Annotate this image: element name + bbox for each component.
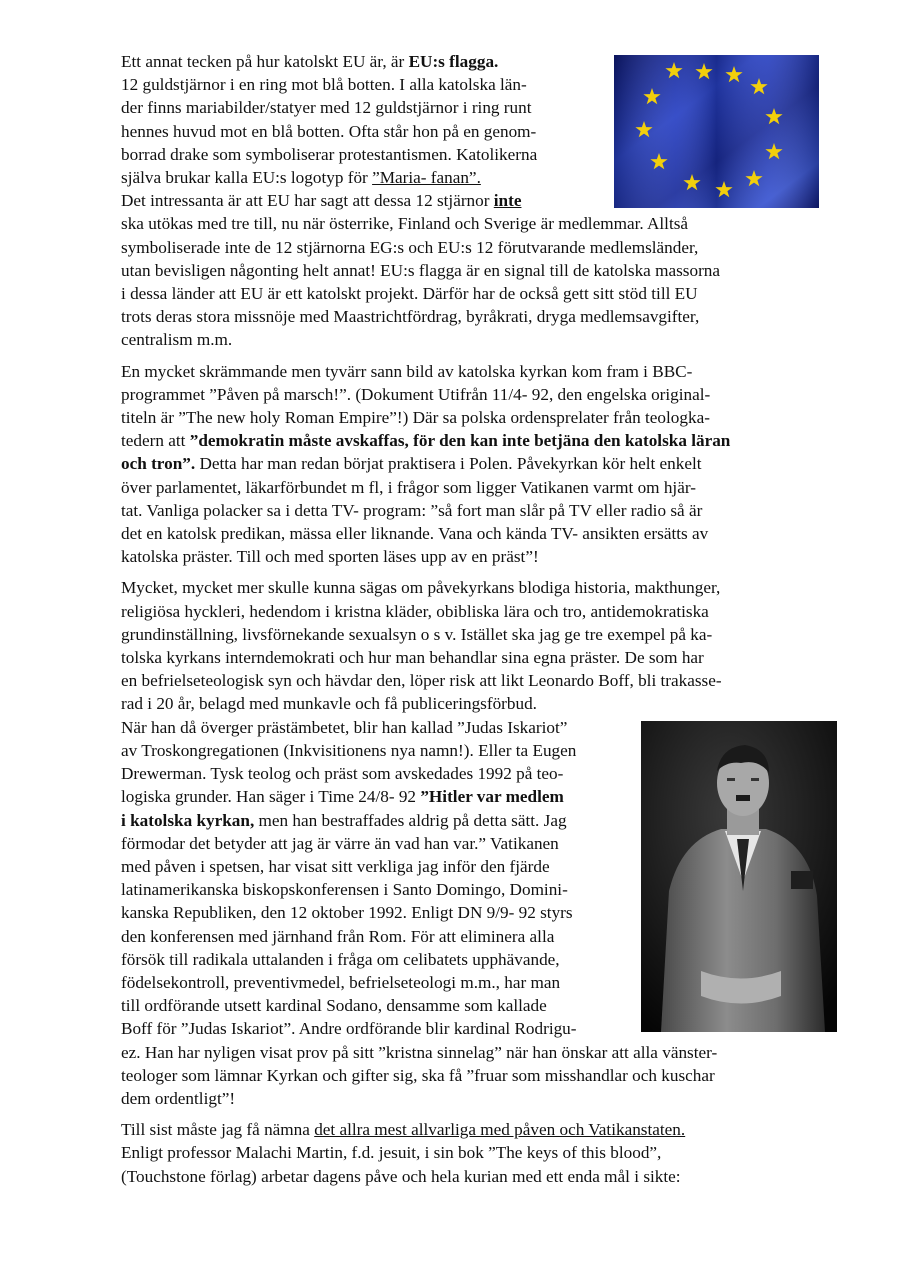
text-line bbox=[121, 73, 596, 96]
text-run: ez. Han har nyligen visat prov på sitt ”kristna sinnelag” när han önskar att alla vänster- bbox=[121, 1042, 718, 1062]
text-run: den konferensen med järnhand från Rom. För att eliminera alla bbox=[121, 926, 555, 946]
bold-text: ”demokratin måste avskaffas, för den kan inte betjäna den katolska läran bbox=[189, 431, 731, 451]
bold-text: i katolska kyrkan, bbox=[121, 810, 255, 830]
text-line bbox=[121, 855, 596, 878]
text-run: av Troskongregationen (Inkvisitionens nya namn!). Eller ta Eugen bbox=[121, 740, 577, 760]
text-run: grundinställning, livsförnekande sexualsyn o s v. Istället ska jag ge tre exempel på ka- bbox=[121, 624, 713, 644]
text-run: Drewerman. Tysk teolog och präst som avskedades 1992 på teo- bbox=[121, 764, 564, 784]
paragraph-bbc-program bbox=[121, 360, 811, 569]
paragraph-eu-flag bbox=[121, 50, 811, 352]
text-run: katolska präster. Till och med sporten läses upp av en präst”! bbox=[121, 547, 539, 567]
text-run: i dessa länder att EU är ett katolskt projekt. Därför har de också gett sitt stöd till EU bbox=[121, 284, 698, 304]
text-run: 12 guldstjärnor i en ring mot blå botten. I alla katolska län- bbox=[121, 75, 527, 95]
text-line bbox=[121, 809, 596, 832]
text-line bbox=[121, 476, 811, 499]
text-line bbox=[121, 716, 596, 739]
text-line bbox=[121, 143, 596, 166]
bold-text: ”Hitler var medlem bbox=[420, 787, 564, 807]
text-line bbox=[121, 212, 811, 235]
text-line bbox=[121, 406, 811, 429]
text-line bbox=[121, 50, 596, 73]
text-line bbox=[121, 692, 811, 715]
text-line bbox=[121, 328, 811, 351]
text-line bbox=[121, 360, 811, 383]
text-run: En mycket skrämmande men tyvärr sann bild av katolska kyrkan kom fram i BBC- bbox=[121, 361, 693, 381]
underlined-text: det allra mest allvarliga med påven och Vatikanstaten. bbox=[314, 1120, 686, 1140]
text-run: tat. Vanliga polacker sa i detta TV- program: ”så fort man slår på TV eller radio så är bbox=[121, 500, 703, 520]
text-line bbox=[121, 383, 811, 406]
text-line bbox=[121, 994, 596, 1017]
text-run: centralism m.m. bbox=[121, 330, 233, 350]
text-line bbox=[121, 971, 596, 994]
text-line bbox=[121, 925, 596, 948]
text-line bbox=[121, 545, 811, 568]
text-run: men han bestraffades aldrig på detta sätt. Jag bbox=[254, 810, 567, 830]
text-line bbox=[121, 901, 596, 924]
text-run: födelsekontroll, preventivmedel, befrielseteologi m.m., har man bbox=[121, 972, 561, 992]
text-line bbox=[121, 96, 596, 119]
text-run: När han då överger prästämbetet, blir han kallad ”Judas Iskariot” bbox=[121, 717, 568, 737]
text-run: Detta har man redan börjat praktisera i Polen. Påvekyrkan kör helt enkelt bbox=[195, 454, 702, 474]
text-line bbox=[121, 832, 596, 855]
text-run: borrad drake som symboliserar protestantismen. Katolikerna bbox=[121, 144, 538, 164]
text-run: religiösa hyckleri, hedendom i kristna kläder, obibliska lära och tro, antidemokratiska bbox=[121, 601, 709, 621]
document-body bbox=[121, 50, 811, 1196]
text-line bbox=[121, 1141, 811, 1164]
text-run: försök till radikala uttalanden i fråga om celibatets upphävande, bbox=[121, 949, 560, 969]
text-run: Ett annat tecken på hur katolskt EU är, är bbox=[121, 52, 409, 71]
text-line bbox=[121, 623, 811, 646]
text-line bbox=[121, 646, 811, 669]
text-run: utan bevisligen någonting helt annat! EU:s flagga är en signal till de katolska massorna bbox=[121, 260, 721, 280]
text-run: med påven i spetsen, har visat sitt verkliga jag inför den fjärde bbox=[121, 856, 550, 876]
text-run: logiska grunder. Han säger i Time 24/8- 92 bbox=[121, 787, 421, 807]
text-run: tolska kyrkans interndemokrati och hur man behandlar sina egna präster. De som har bbox=[121, 648, 704, 668]
bold-text: inte bbox=[493, 191, 522, 211]
text-run: kanska Republiken, den 12 oktober 1992. Enligt DN 9/9- 92 styrs bbox=[121, 903, 573, 923]
bold-text: EU:s flagga. bbox=[408, 52, 499, 71]
text-run: symboliserade inte de 12 stjärnorna EG:s och EU:s 12 förutvarande medlemsländer, bbox=[121, 237, 699, 257]
text-line bbox=[121, 1041, 811, 1064]
text-line bbox=[121, 305, 811, 328]
text-run: det en katolsk predikan, mässa eller liknande. Vana och kända TV- ansikten ersätts av bbox=[121, 524, 709, 544]
text-line bbox=[121, 785, 596, 808]
paragraph-conclusion bbox=[121, 1118, 811, 1188]
text-line bbox=[121, 166, 596, 189]
text-line bbox=[121, 452, 811, 475]
text-line bbox=[121, 878, 596, 901]
text-run: Boff för ”Judas Iskariot”. Andre ordförande blir kardinal Rodrigu- bbox=[121, 1019, 577, 1039]
text-line bbox=[121, 762, 596, 785]
text-run: der finns mariabilder/statyer med 12 guldstjärnor i ring runt bbox=[121, 98, 532, 118]
text-run: latinamerikanska biskopskonferensen i Santo Domingo, Domini- bbox=[121, 880, 568, 900]
text-run: Det intressanta är att EU har sagt att dessa 12 stjärnor bbox=[121, 191, 494, 211]
text-run: förmodar det betyder att jag är värre än vad han var.” Vatikanen bbox=[121, 833, 559, 853]
text-run: titeln är ”The new holy Roman Empire”!) Där sa polska ordensprelater från teologka- bbox=[121, 408, 710, 428]
text-line bbox=[121, 282, 811, 305]
text-line bbox=[121, 189, 596, 212]
text-line bbox=[121, 522, 811, 545]
text-run: dem ordentligt”! bbox=[121, 1088, 236, 1108]
text-line bbox=[121, 669, 811, 692]
text-line bbox=[121, 739, 596, 762]
text-line bbox=[121, 259, 811, 282]
text-line bbox=[121, 499, 811, 522]
text-line bbox=[121, 948, 596, 971]
text-run: tedern att bbox=[121, 431, 190, 451]
text-run: Till sist måste jag få nämna bbox=[121, 1120, 315, 1140]
text-run: programmet ”Påven på marsch!”. (Dokument Utifrån 11/4- 92, den engelska original- bbox=[121, 384, 711, 404]
text-line bbox=[121, 1017, 596, 1040]
underlined-text: ”Maria- fanan”. bbox=[372, 168, 481, 188]
text-run: teologer som lämnar Kyrkan och gifter sig, ska få ”fruar som misshandlar och kuschar bbox=[121, 1065, 715, 1085]
text-run: hennes huvud mot en blå botten. Ofta står hon på en genom- bbox=[121, 121, 537, 141]
text-run: Mycket, mycket mer skulle kunna sägas om påvekyrkans blodiga historia, makthunger, bbox=[121, 578, 721, 598]
text-line bbox=[121, 429, 811, 452]
text-run: trots deras stora missnöje med Maastrichtfördrag, byråkrati, dryga medlemsavgifter, bbox=[121, 307, 700, 327]
text-line bbox=[121, 1165, 811, 1188]
text-run: över parlamentet, läkarförbundet m fl, i frågor som ligger Vatikanen varmt om hjär- bbox=[121, 477, 696, 497]
text-line bbox=[121, 576, 811, 599]
text-line bbox=[121, 1087, 811, 1110]
text-line bbox=[121, 1118, 811, 1141]
text-line bbox=[121, 600, 811, 623]
text-line bbox=[121, 236, 811, 259]
text-run: till ordförande utsett kardinal Sodano, densamme som kallade bbox=[121, 996, 547, 1016]
text-line bbox=[121, 1064, 811, 1087]
bold-text: och tron”. bbox=[121, 454, 196, 474]
paragraph-priests bbox=[121, 576, 811, 1110]
text-line bbox=[121, 120, 596, 143]
text-run: ska utökas med tre till, nu när österrike, Finland och Sverige är medlemmar. Alltså bbox=[121, 214, 689, 234]
text-run: rad i 20 år, belagd med munkavle och få publiceringsförbud. bbox=[121, 694, 537, 714]
text-run: Enligt professor Malachi Martin, f.d. jesuit, i sin bok ”The keys of this blood”, bbox=[121, 1143, 662, 1163]
text-run: en befrielseteologisk syn och hävdar den, löper risk att likt Leonardo Boff, bli trakasse- bbox=[121, 671, 722, 691]
text-run: själva brukar kalla EU:s logotyp för bbox=[121, 168, 373, 188]
text-run: (Touchstone förlag) arbetar dagens påve och hela kurian med ett enda mål i sikte: bbox=[121, 1166, 681, 1186]
